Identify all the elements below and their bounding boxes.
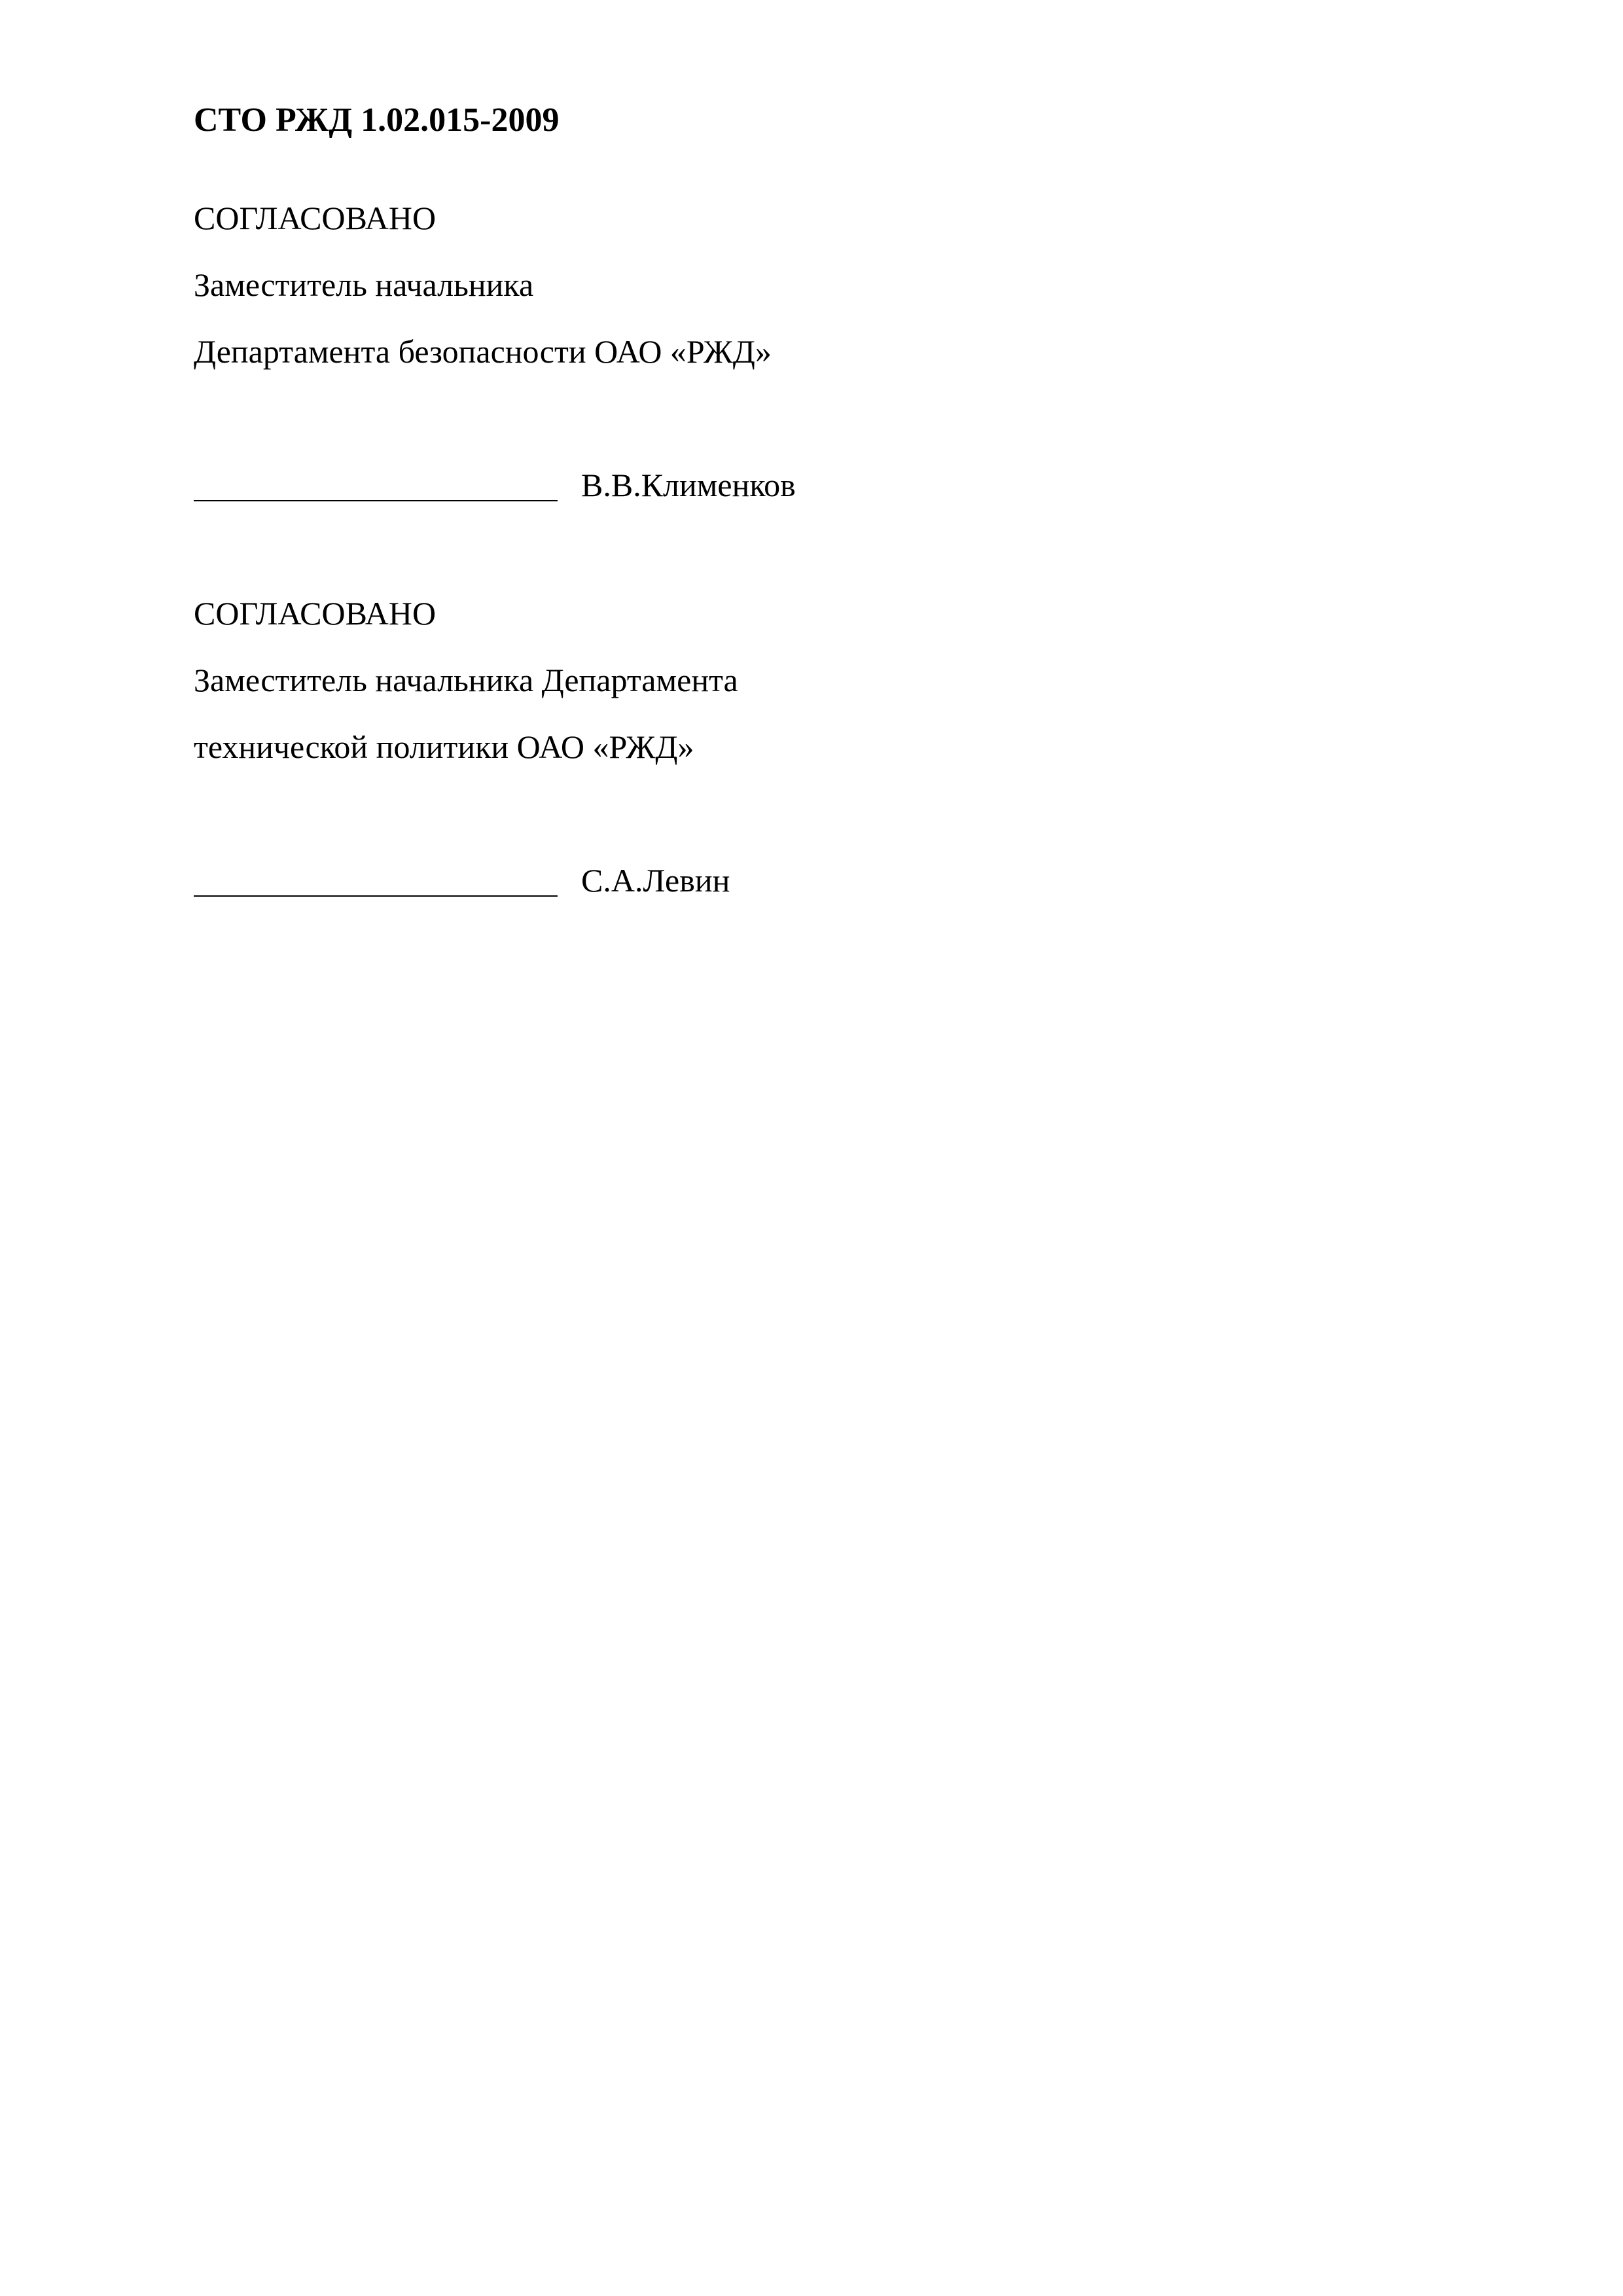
- signature-row: [194, 469, 1503, 508]
- signature-line: [194, 500, 558, 501]
- signer-name: С.А.Левин: [581, 862, 730, 899]
- approval-block-1: [194, 202, 1503, 508]
- approval-heading: СОГЛАСОВАНО: [194, 595, 437, 632]
- approver-position-line-1: Заместитель начальника: [194, 266, 534, 303]
- document-code: СТО РЖД 1.02.015-2009: [194, 101, 560, 139]
- approver-position-line-2: технической политики ОАО «РЖД»: [194, 728, 694, 765]
- signature-line: [194, 895, 558, 897]
- approval-heading: СОГЛАСОВАНО: [194, 200, 437, 236]
- approver-position-line-1: Заместитель начальника Департамента: [194, 662, 738, 698]
- signer-name: В.В.Клименков: [581, 467, 796, 503]
- signature-row: [194, 864, 1503, 903]
- approval-block-2: [194, 597, 1503, 903]
- approver-position-line-2: Департамента безопасности ОАО «РЖД»: [194, 333, 772, 370]
